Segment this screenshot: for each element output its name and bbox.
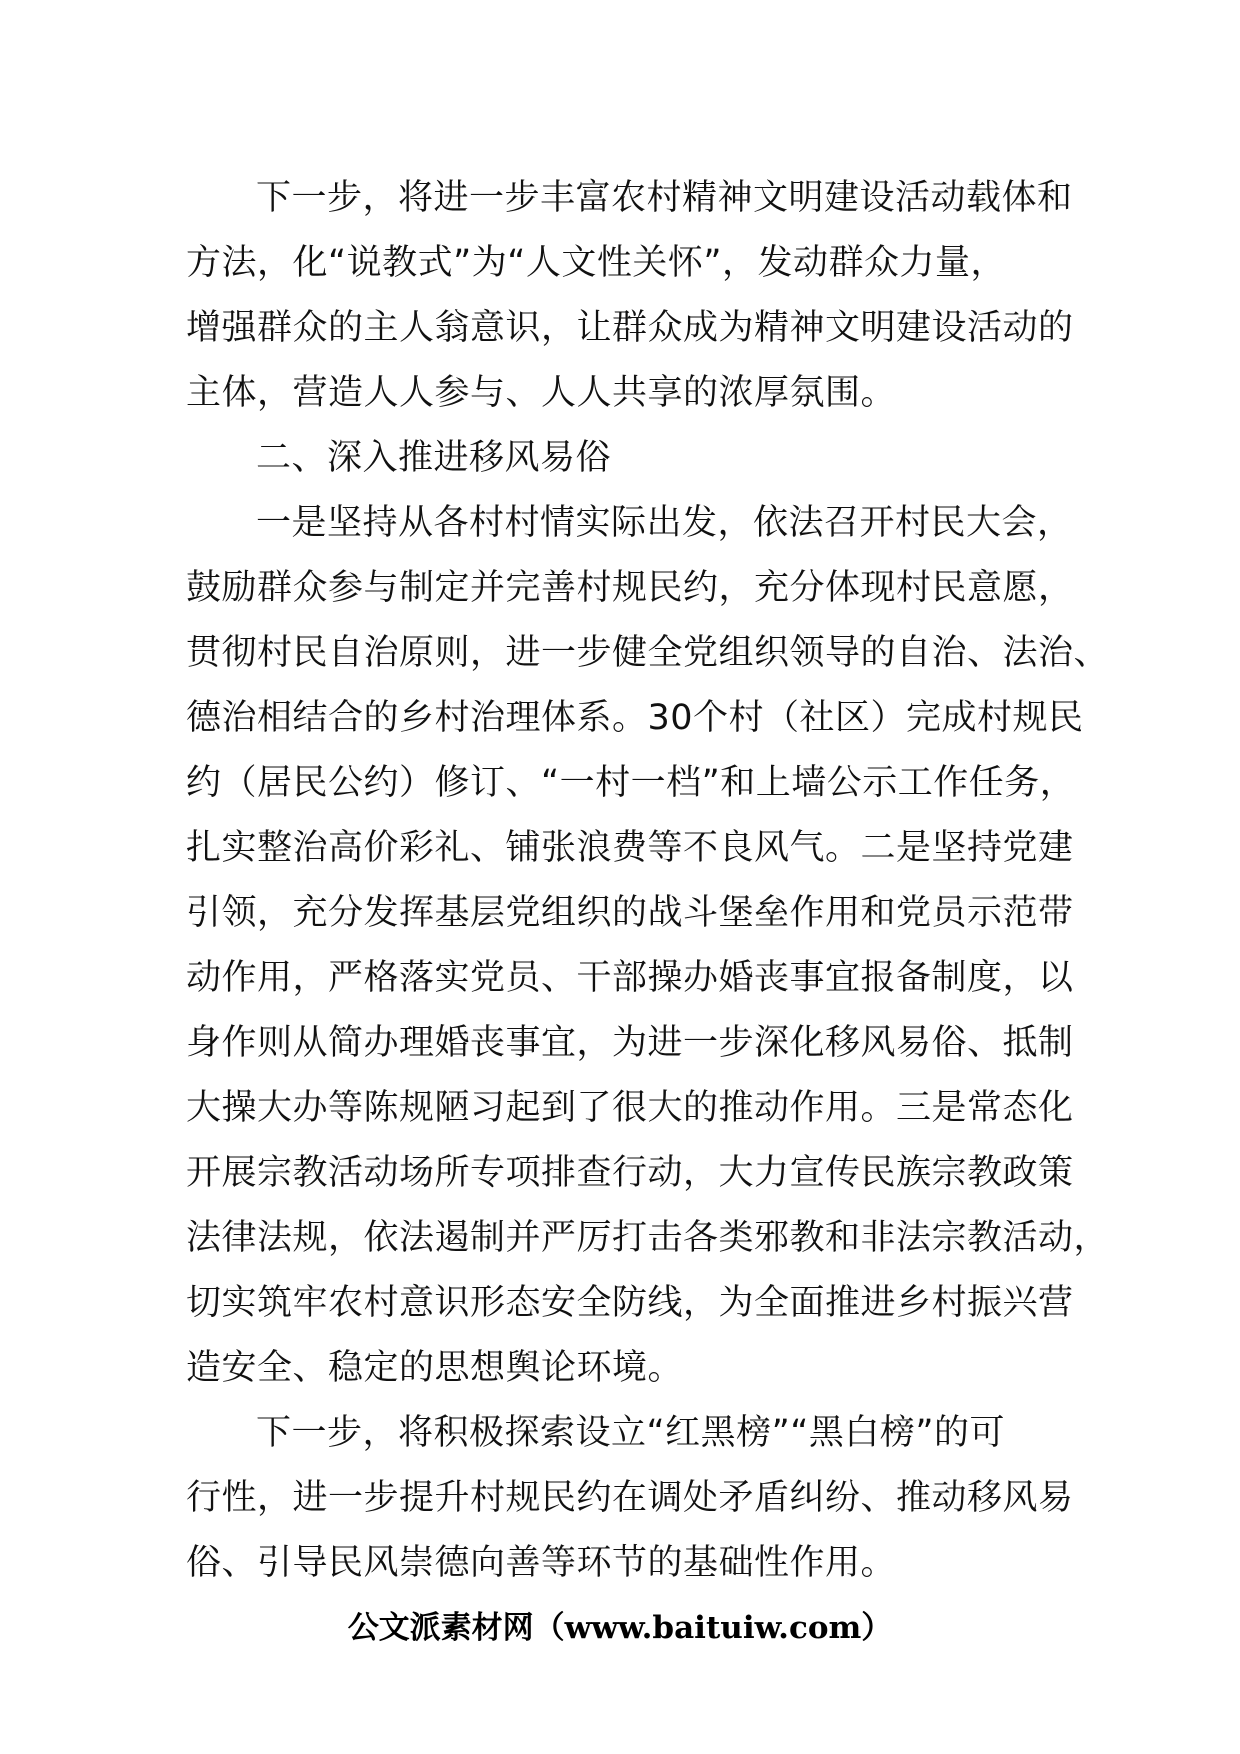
text-line: 下一步，将积极探索设立“红黑榜”“黑白榜”的可 <box>256 1413 1006 1453</box>
text-line: 行性，进一步提升村规民约在调处矛盾纠纷、推动移风易 <box>186 1478 1074 1518</box>
text-line: 鼓励群众参与制定并完善村规民约，充分体现村民意愿， <box>186 568 1074 608</box>
text-line: 主体，营造人人参与、人人共享的浓厚氛围。 <box>186 373 897 413</box>
text-line: 大操大办等陈规陋习起到了很大的推动作用。三是常态化 <box>186 1088 1074 1128</box>
text-line: 贯彻村民自治原则，进一步健全党组织领导的自治、法治、 <box>186 633 1110 673</box>
watermark-footer: 公文派素材网（www.baituiw.com） <box>347 1610 893 1646</box>
text-line: 下一步，将进一步丰富农村精神文明建设活动载体和 <box>256 178 1073 218</box>
text-line: 动作用，严格落实党员、干部操办婚丧事宜报备制度，以 <box>186 958 1074 998</box>
text-line: 俗、引导民风崇德向善等环节的基础性作用。 <box>186 1543 897 1583</box>
text-line: 一是坚持从各村村情实际出发，依法召开村民大会， <box>256 503 1073 543</box>
text-line: 方法，化“说教式”为“人文性关怀”，发动群众力量， <box>186 243 1007 283</box>
text-line: 德治相结合的乡村治理体系。30个村（社区）完成村规民 <box>186 698 1084 738</box>
text-line: 身作则从简办理婚丧事宜，为进一步深化移风易俗、抵制 <box>186 1023 1074 1063</box>
text-line: 约（居民公约）修订、“一村一档”和上墙公示工作任务， <box>186 763 1076 803</box>
text-line: 造安全、稳定的思想舆论环境。 <box>186 1348 684 1388</box>
document-body <box>186 166 1110 1596</box>
text-line: 扎实整治高价彩礼、铺张浪费等不良风气。二是坚持党建 <box>186 828 1074 868</box>
text-line: 增强群众的主人翁意识，让群众成为精神文明建设活动的 <box>186 308 1074 348</box>
text-line: 切实筑牢农村意识形态安全防线，为全面推进乡村振兴营 <box>186 1283 1074 1323</box>
text-line: 引领，充分发挥基层党组织的战斗堡垒作用和党员示范带 <box>186 893 1074 933</box>
text-line: 法律法规，依法遏制并严厉打击各类邪教和非法宗教活动， <box>186 1218 1110 1258</box>
text-line: 二、深入推进移风易俗 <box>256 438 612 478</box>
text-line: 开展宗教活动场所专项排查行动，大力宣传民族宗教政策 <box>186 1153 1074 1193</box>
